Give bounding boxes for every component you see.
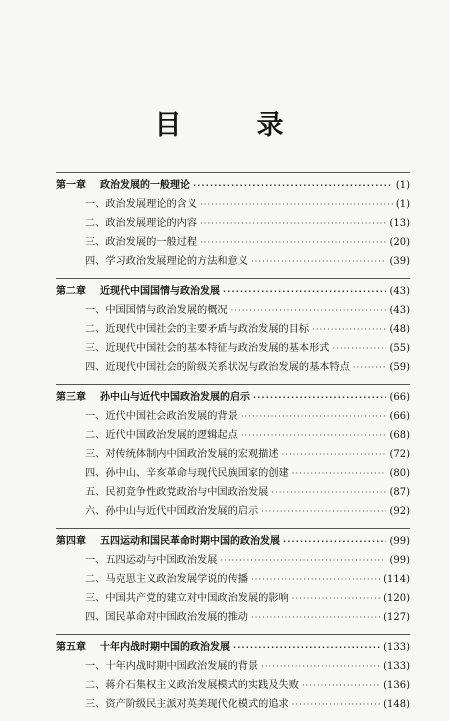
page-number: (99): [389, 555, 410, 566]
dot-leader: [261, 502, 386, 521]
section-title: 二、蒋介石集权主义政治发展模式的实践及失败: [85, 680, 299, 691]
chapter-number: 第三章: [56, 392, 86, 403]
section-title: 二、马克思主义政治发展学说的传播: [85, 574, 248, 585]
chapter-block: [56, 172, 410, 271]
toc-entry: [56, 301, 410, 320]
dot-leader: [302, 676, 380, 695]
section-title: 三、政治发展的一般过程: [85, 237, 198, 248]
section-title: 二、政治发展理论的内容: [85, 218, 198, 229]
page-number: (136): [383, 680, 410, 691]
section-title: 三、资产阶级民主派对英美现代化模式的追求: [85, 699, 289, 710]
chapter-title: 五四运动和国民革命时期中国的政治发展: [100, 536, 280, 547]
dot-leader: [283, 532, 386, 551]
toc-entry: [56, 445, 410, 464]
page-number: (66): [389, 392, 410, 403]
chapter-title: 近现代中国国情与政治发展: [100, 286, 220, 297]
page-number: (114): [383, 574, 410, 585]
dot-leader: [241, 407, 387, 426]
page-number: (127): [383, 612, 410, 623]
chapter-block: [56, 528, 410, 627]
page-number: (133): [383, 661, 410, 672]
chapter-divider: [56, 634, 410, 635]
dot-leader: [271, 483, 386, 502]
page-number: (120): [383, 593, 410, 604]
page-number: (87): [389, 487, 410, 498]
dot-leader: [233, 638, 380, 657]
dot-leader: [223, 282, 386, 301]
section-title: 三、中国共产党的建立对中国政治发展的影响: [85, 593, 289, 604]
section-title: 四、近现代中国社会的阶级关系状况与政治发展的基本特点: [85, 362, 350, 373]
chapter-block: [56, 278, 410, 377]
section-title: 二、近现代中国社会的主要矛盾与政治发展的目标: [85, 324, 310, 335]
page-number: (1): [395, 180, 410, 191]
dot-leader: [200, 214, 386, 233]
chapter-divider: [56, 384, 410, 385]
toc-entry: [56, 464, 410, 483]
page-number: (1): [395, 199, 410, 210]
dot-leader: [200, 195, 393, 214]
toc-entry: [56, 676, 410, 695]
section-title: 四、孙中山、辛亥革命与现代民族国家的创建: [85, 468, 289, 479]
dot-leader: [282, 445, 387, 464]
section-title: 三、近现代中国社会的基本特征与政治发展的基本形式: [85, 343, 330, 354]
dot-leader: [231, 301, 387, 320]
dot-leader: [333, 339, 387, 358]
dot-leader: [241, 426, 387, 445]
toc-entry: [56, 407, 410, 426]
table-of-contents: [56, 172, 410, 721]
page-number: (55): [389, 343, 410, 354]
dot-leader: [200, 233, 386, 252]
page-number: (13): [389, 218, 410, 229]
dot-leader: [193, 176, 393, 195]
page-title: 目 录: [154, 110, 308, 141]
toc-entry: [56, 426, 410, 445]
toc-entry: [56, 608, 410, 627]
section-title: 二、近代中国政治发展的逻辑起点: [85, 430, 238, 441]
chapter-divider: [56, 172, 410, 173]
chapter-title: 孙中山与近代中国政治发展的启示: [100, 392, 250, 403]
toc-entry: [56, 502, 410, 521]
toc-entry: [56, 358, 410, 377]
page-number: (148): [383, 699, 410, 710]
page-number: (80): [389, 468, 410, 479]
dot-leader: [251, 252, 386, 271]
toc-entry: [56, 483, 410, 502]
page-number: (133): [383, 642, 410, 653]
chapter-number: 第二章: [56, 286, 86, 297]
toc-entry: [56, 339, 410, 358]
toc-entry: [56, 214, 410, 233]
dot-leader: [292, 589, 380, 608]
section-title: 四、国民革命对中国政治发展的推动: [85, 612, 248, 623]
toc-entry: [56, 320, 410, 339]
toc-entry: [56, 195, 410, 214]
section-title: 一、五四运动与中国政治发展: [85, 555, 218, 566]
section-title: 一、十年内战时期中国政治发展的背景: [85, 661, 259, 672]
toc-entry: [56, 570, 410, 589]
toc-entry: [56, 551, 410, 570]
section-title: 一、近代中国社会政治发展的背景: [85, 411, 238, 422]
toc-entry: [56, 233, 410, 252]
page-number: (99): [389, 536, 410, 547]
chapter-block: [56, 384, 410, 521]
section-title: 一、政治发展理论的含义: [85, 199, 198, 210]
dot-leader: [253, 388, 386, 407]
page-number: (20): [389, 237, 410, 248]
page-number: (66): [389, 411, 410, 422]
section-title: 三、对传统体制内中国政治发展的宏观描述: [85, 449, 279, 460]
chapter-heading: [56, 282, 410, 301]
page-number: (43): [389, 305, 410, 316]
page-number: (59): [389, 362, 410, 373]
toc-entry: [56, 695, 410, 714]
chapter-title: 十年内战时期中国的政治发展: [100, 642, 230, 653]
chapter-heading: [56, 638, 410, 657]
dot-leader: [261, 657, 380, 676]
chapter-title: 政治发展的一般理论: [100, 180, 190, 191]
page-number: (92): [389, 506, 410, 517]
dot-leader: [292, 695, 380, 714]
section-title: 六、孙中山与近代中国政治发展的启示: [85, 506, 259, 517]
chapter-number: 第一章: [56, 180, 86, 191]
dot-leader: [220, 551, 386, 570]
dot-leader: [251, 570, 380, 589]
dot-leader: [251, 608, 380, 627]
chapter-heading: [56, 176, 410, 195]
page-number: (39): [389, 256, 410, 267]
toc-entry: [56, 589, 410, 608]
page-number: (48): [389, 324, 410, 335]
chapter-divider: [56, 528, 410, 529]
chapter-heading: [56, 532, 410, 551]
page-number: (68): [389, 430, 410, 441]
chapter-number: 第五章: [56, 642, 86, 653]
chapter-divider: [56, 278, 410, 279]
section-title: 四、学习政治发展理论的方法和意义: [85, 256, 248, 267]
page-number: (72): [389, 449, 410, 460]
toc-entry: [56, 252, 410, 271]
toc-entry: [56, 657, 410, 676]
dot-leader: [353, 358, 387, 377]
section-title: 一、中国国情与政治发展的概况: [85, 305, 228, 316]
dot-leader: [312, 320, 386, 339]
dot-leader: [292, 464, 387, 483]
chapter-heading: [56, 388, 410, 407]
page-number: (43): [389, 286, 410, 297]
section-title: 五、民初竞争性政党政治与中国政治发展: [85, 487, 269, 498]
chapter-number: 第四章: [56, 536, 86, 547]
chapter-block: [56, 634, 410, 714]
